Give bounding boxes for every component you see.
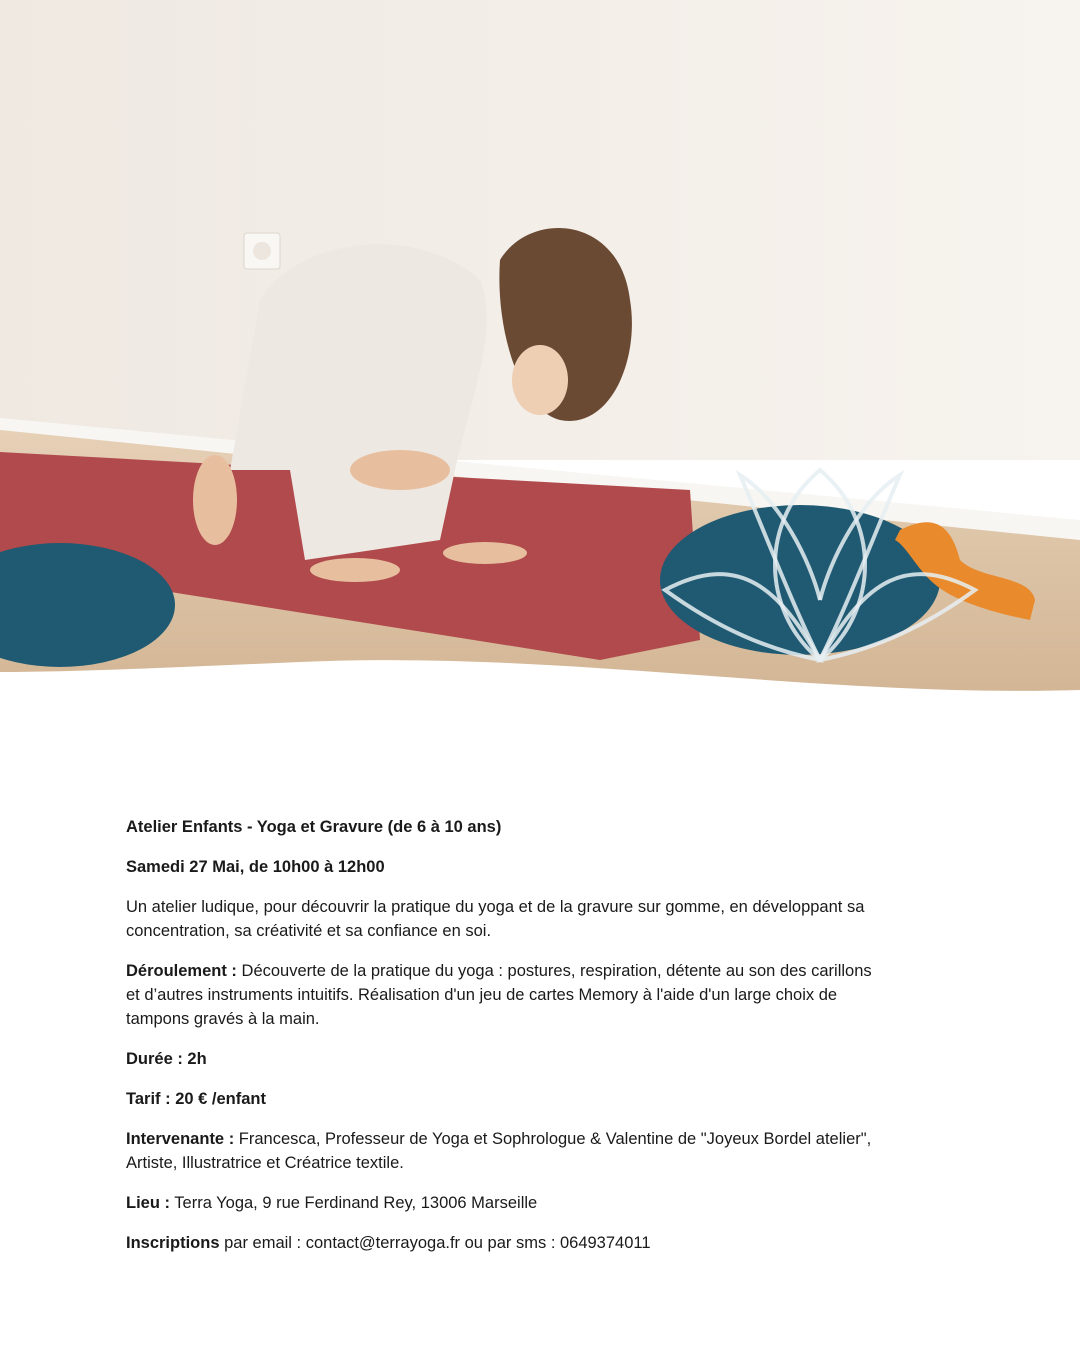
intervenante-text: Francesca, Professeur de Yoga et Sophrologue & Valentine de "Joyeux Bordel atelier", Artiste, Illustratrice et Créatrice textile. [126, 1130, 872, 1172]
deroulement-text: Découverte de la pratique du yoga : postures, respiration, détente au son des carillons et d’autres instruments intuitifs. Réalisation d'un jeu de cartes Memory à l'aide d'un large choix de tampons gravés à la main. [126, 962, 872, 1028]
intervenante-label: Intervenante : [126, 1130, 235, 1148]
event-deroulement [126, 959, 886, 1031]
lieu-text: Terra Yoga, 9 rue Ferdinand Rey, 13006 Marseille [170, 1194, 538, 1212]
inscriptions-text: par email : contact@terrayoga.fr ou par sms : 0649374011 [219, 1234, 651, 1252]
inscriptions-label: Inscriptions [126, 1234, 220, 1252]
right-cushion [660, 505, 940, 655]
event-duree: Durée : 2h [126, 1050, 207, 1068]
event-lieu [126, 1191, 886, 1215]
lieu-label: Lieu : [126, 1194, 170, 1212]
event-inscriptions [126, 1231, 886, 1255]
deroulement-label: Déroulement : [126, 962, 237, 980]
event-tarif: Tarif : 20 € /enfant [126, 1090, 266, 1108]
event-description [126, 815, 886, 1271]
event-date: Samedi 27 Mai, de 10h00 à 12h00 [126, 858, 385, 876]
event-intro: Un atelier ludique, pour découvrir la pratique du yoga et de la gravure sur gomme, en développant sa concentration, sa créativité et sa confiance en soi. [126, 898, 865, 940]
event-intervenante [126, 1127, 886, 1175]
event-title: Atelier Enfants - Yoga et Gravure (de 6 à 10 ans) [126, 818, 502, 836]
